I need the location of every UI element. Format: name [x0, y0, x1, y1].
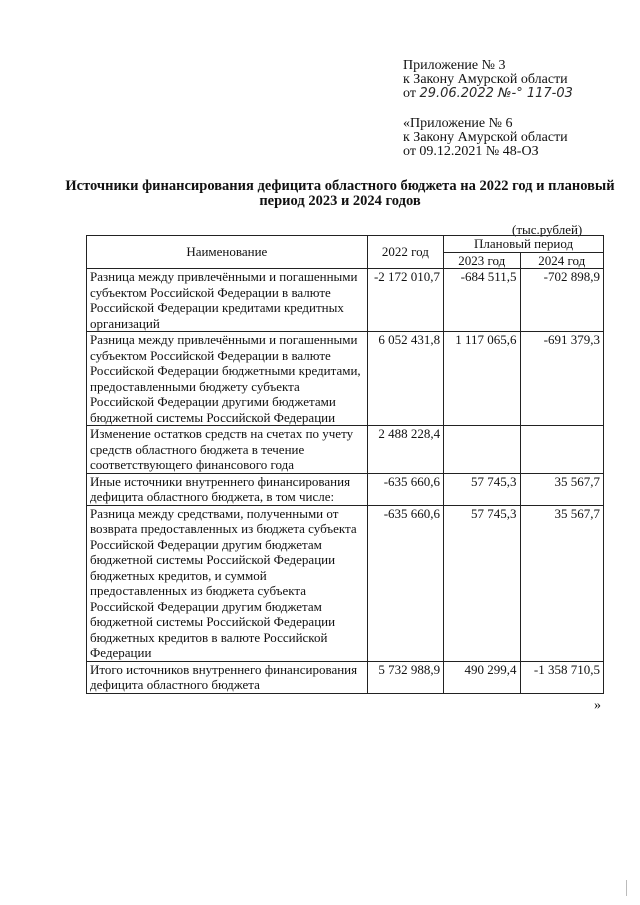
- row-name: Разница между привлечёнными и погашенными субъектом Российской Федерации в валюте Российской Федерации бюджетными кредитами, предоставленными бюджету субъекта Российской Федерации другими бюджетами бюджетной системы Российской Федерации: [87, 332, 368, 426]
- row-name: Итого источников внутреннего финансирования дефицита областного бюджета: [87, 661, 368, 693]
- header-2024: 2024 год: [520, 252, 604, 269]
- appendix-6-date: от 09.12.2021 № 48-ОЗ: [403, 144, 539, 159]
- row-name: Изменение остатков средств на счетах по учету средств областного бюджета в течение соответствующего финансового года: [87, 426, 368, 474]
- units-label: (тыс.рублей): [512, 222, 583, 237]
- row-value-2023: 490 299,4: [444, 661, 520, 693]
- row-value-2023: 57 745,3: [444, 505, 520, 661]
- appendix-3-law: к Закону Амурской области: [403, 72, 568, 87]
- row-value-2023: -684 511,5: [444, 269, 520, 332]
- date-prefix: от: [403, 86, 416, 101]
- row-name: Разница между привлечёнными и погашенными субъектом Российской Федерации в валюте Российской Федерации кредитами кредитных организаций: [87, 269, 368, 332]
- table-row-total: [87, 661, 604, 693]
- row-value-2022: -635 660,6: [367, 505, 443, 661]
- row-value-2022: 2 488 228,4: [367, 426, 443, 474]
- closing-quote: »: [594, 698, 601, 713]
- header-2022: 2022 год: [367, 236, 443, 269]
- header-planned-period: Плановый период: [444, 236, 604, 253]
- scan-edge-mark: [626, 880, 627, 896]
- row-value-2022: 5 732 988,9: [367, 661, 443, 693]
- table-row: [87, 473, 604, 505]
- row-name: Разница между средствами, полученными от возврата предоставленных из бюджета субъекта Российской Федерации другим бюджетам бюджетной системы Российской Федерации бюджетных кредитов, и суммой предоставленных из бюджета субъекта Российской Федерации другим бюджетам бюджетной системы Российской Федерации бюджетных кредитов в валюте Российской Федерации: [87, 505, 368, 661]
- handwritten-date-number: 29.06.2022 №-° 117-03: [419, 86, 573, 101]
- row-value-2024: -702 898,9: [520, 269, 604, 332]
- appendix-3-date-line: [403, 87, 573, 101]
- row-value-2024: [520, 426, 604, 474]
- table-row: [87, 426, 604, 474]
- table-row: [87, 332, 604, 426]
- appendix-6-law: к Закону Амурской области: [403, 130, 568, 145]
- row-value-2023: 1 117 065,6: [444, 332, 520, 426]
- row-value-2024: 35 567,7: [520, 505, 604, 661]
- financing-sources-table: [86, 235, 604, 694]
- row-value-2022: -635 660,6: [367, 473, 443, 505]
- document-title: Источники финансирования дефицита областного бюджета на 2022 год и плановый период 2023 и 2024 годов: [65, 178, 615, 209]
- table-row: [87, 505, 604, 661]
- appendix-3-header: [403, 59, 573, 101]
- row-name: Иные источники внутреннего финансирования дефицита областного бюджета, в том числе:: [87, 473, 368, 505]
- row-value-2023: 57 745,3: [444, 473, 520, 505]
- header-name: Наименование: [87, 236, 368, 269]
- row-value-2022: 6 052 431,8: [367, 332, 443, 426]
- row-value-2024: -1 358 710,5: [520, 661, 604, 693]
- row-value-2022: -2 172 010,7: [367, 269, 443, 332]
- table-header-row: [87, 236, 604, 253]
- row-value-2023: [444, 426, 520, 474]
- appendix-3-title: Приложение № 3: [403, 58, 506, 73]
- header-2023: 2023 год: [444, 252, 520, 269]
- table-row: [87, 269, 604, 332]
- appendix-6-header: [403, 117, 568, 159]
- row-value-2024: -691 379,3: [520, 332, 604, 426]
- appendix-6-title: «Приложение № 6: [403, 116, 513, 131]
- row-value-2024: 35 567,7: [520, 473, 604, 505]
